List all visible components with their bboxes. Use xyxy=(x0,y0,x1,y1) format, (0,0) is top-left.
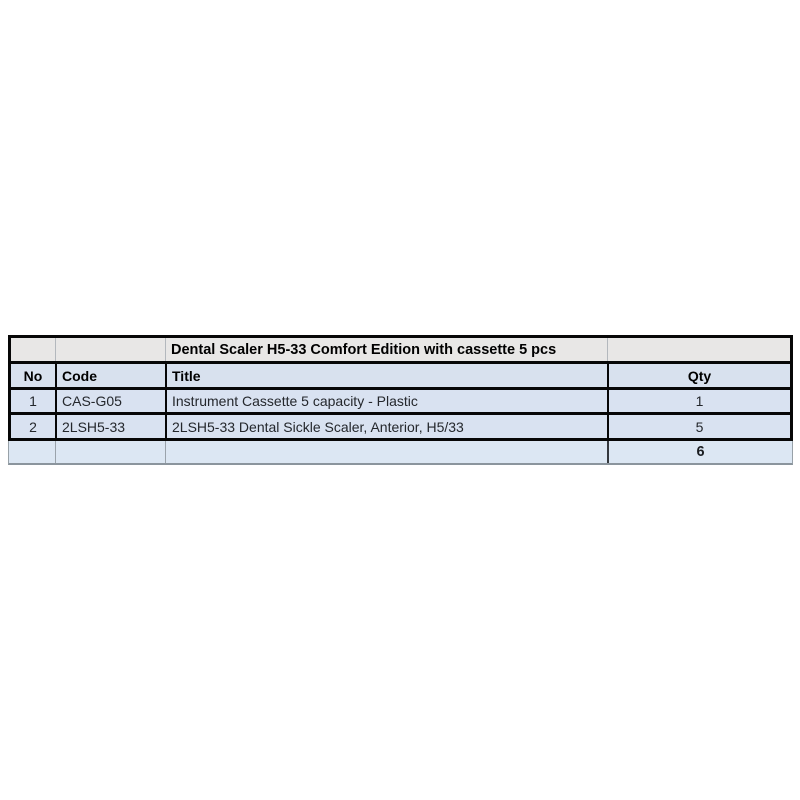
row-no-cell: 1 xyxy=(29,393,37,409)
product-table xyxy=(8,335,793,465)
table-total-row xyxy=(8,441,793,465)
table-row xyxy=(11,415,790,438)
row-qty-cell: 1 xyxy=(607,390,790,412)
total-empty-title-cell xyxy=(165,441,607,463)
column-header-no: No xyxy=(23,367,43,384)
column-header-title: Title xyxy=(165,364,607,387)
row-code-cell: CAS-G05 xyxy=(55,390,165,412)
table-header-row xyxy=(11,364,790,390)
caption-empty-no-cell xyxy=(11,338,55,361)
row-qty-cell: 5 xyxy=(607,415,790,438)
row-no-cell: 2 xyxy=(29,418,37,435)
total-empty-no-cell xyxy=(9,441,55,463)
table-row xyxy=(11,390,790,415)
total-empty-code-cell xyxy=(55,441,165,463)
total-qty-value: 6 xyxy=(607,441,792,463)
row-title-cell: 2LSH5-33 Dental Sickle Scaler, Anterior, H5/33 xyxy=(165,415,607,438)
row-code-cell: 2LSH5-33 xyxy=(55,415,165,438)
column-header-code: Code xyxy=(55,364,165,387)
caption-empty-qty-cell xyxy=(607,338,790,361)
table-caption: Dental Scaler H5-33 Comfort Edition with cassette 5 pcs xyxy=(165,338,607,361)
column-header-qty: Qty xyxy=(607,364,790,387)
table-frame xyxy=(8,335,793,441)
table-caption-row xyxy=(11,338,790,364)
caption-empty-code-cell xyxy=(55,338,165,361)
row-title-cell: Instrument Cassette 5 capacity - Plastic xyxy=(165,390,607,412)
